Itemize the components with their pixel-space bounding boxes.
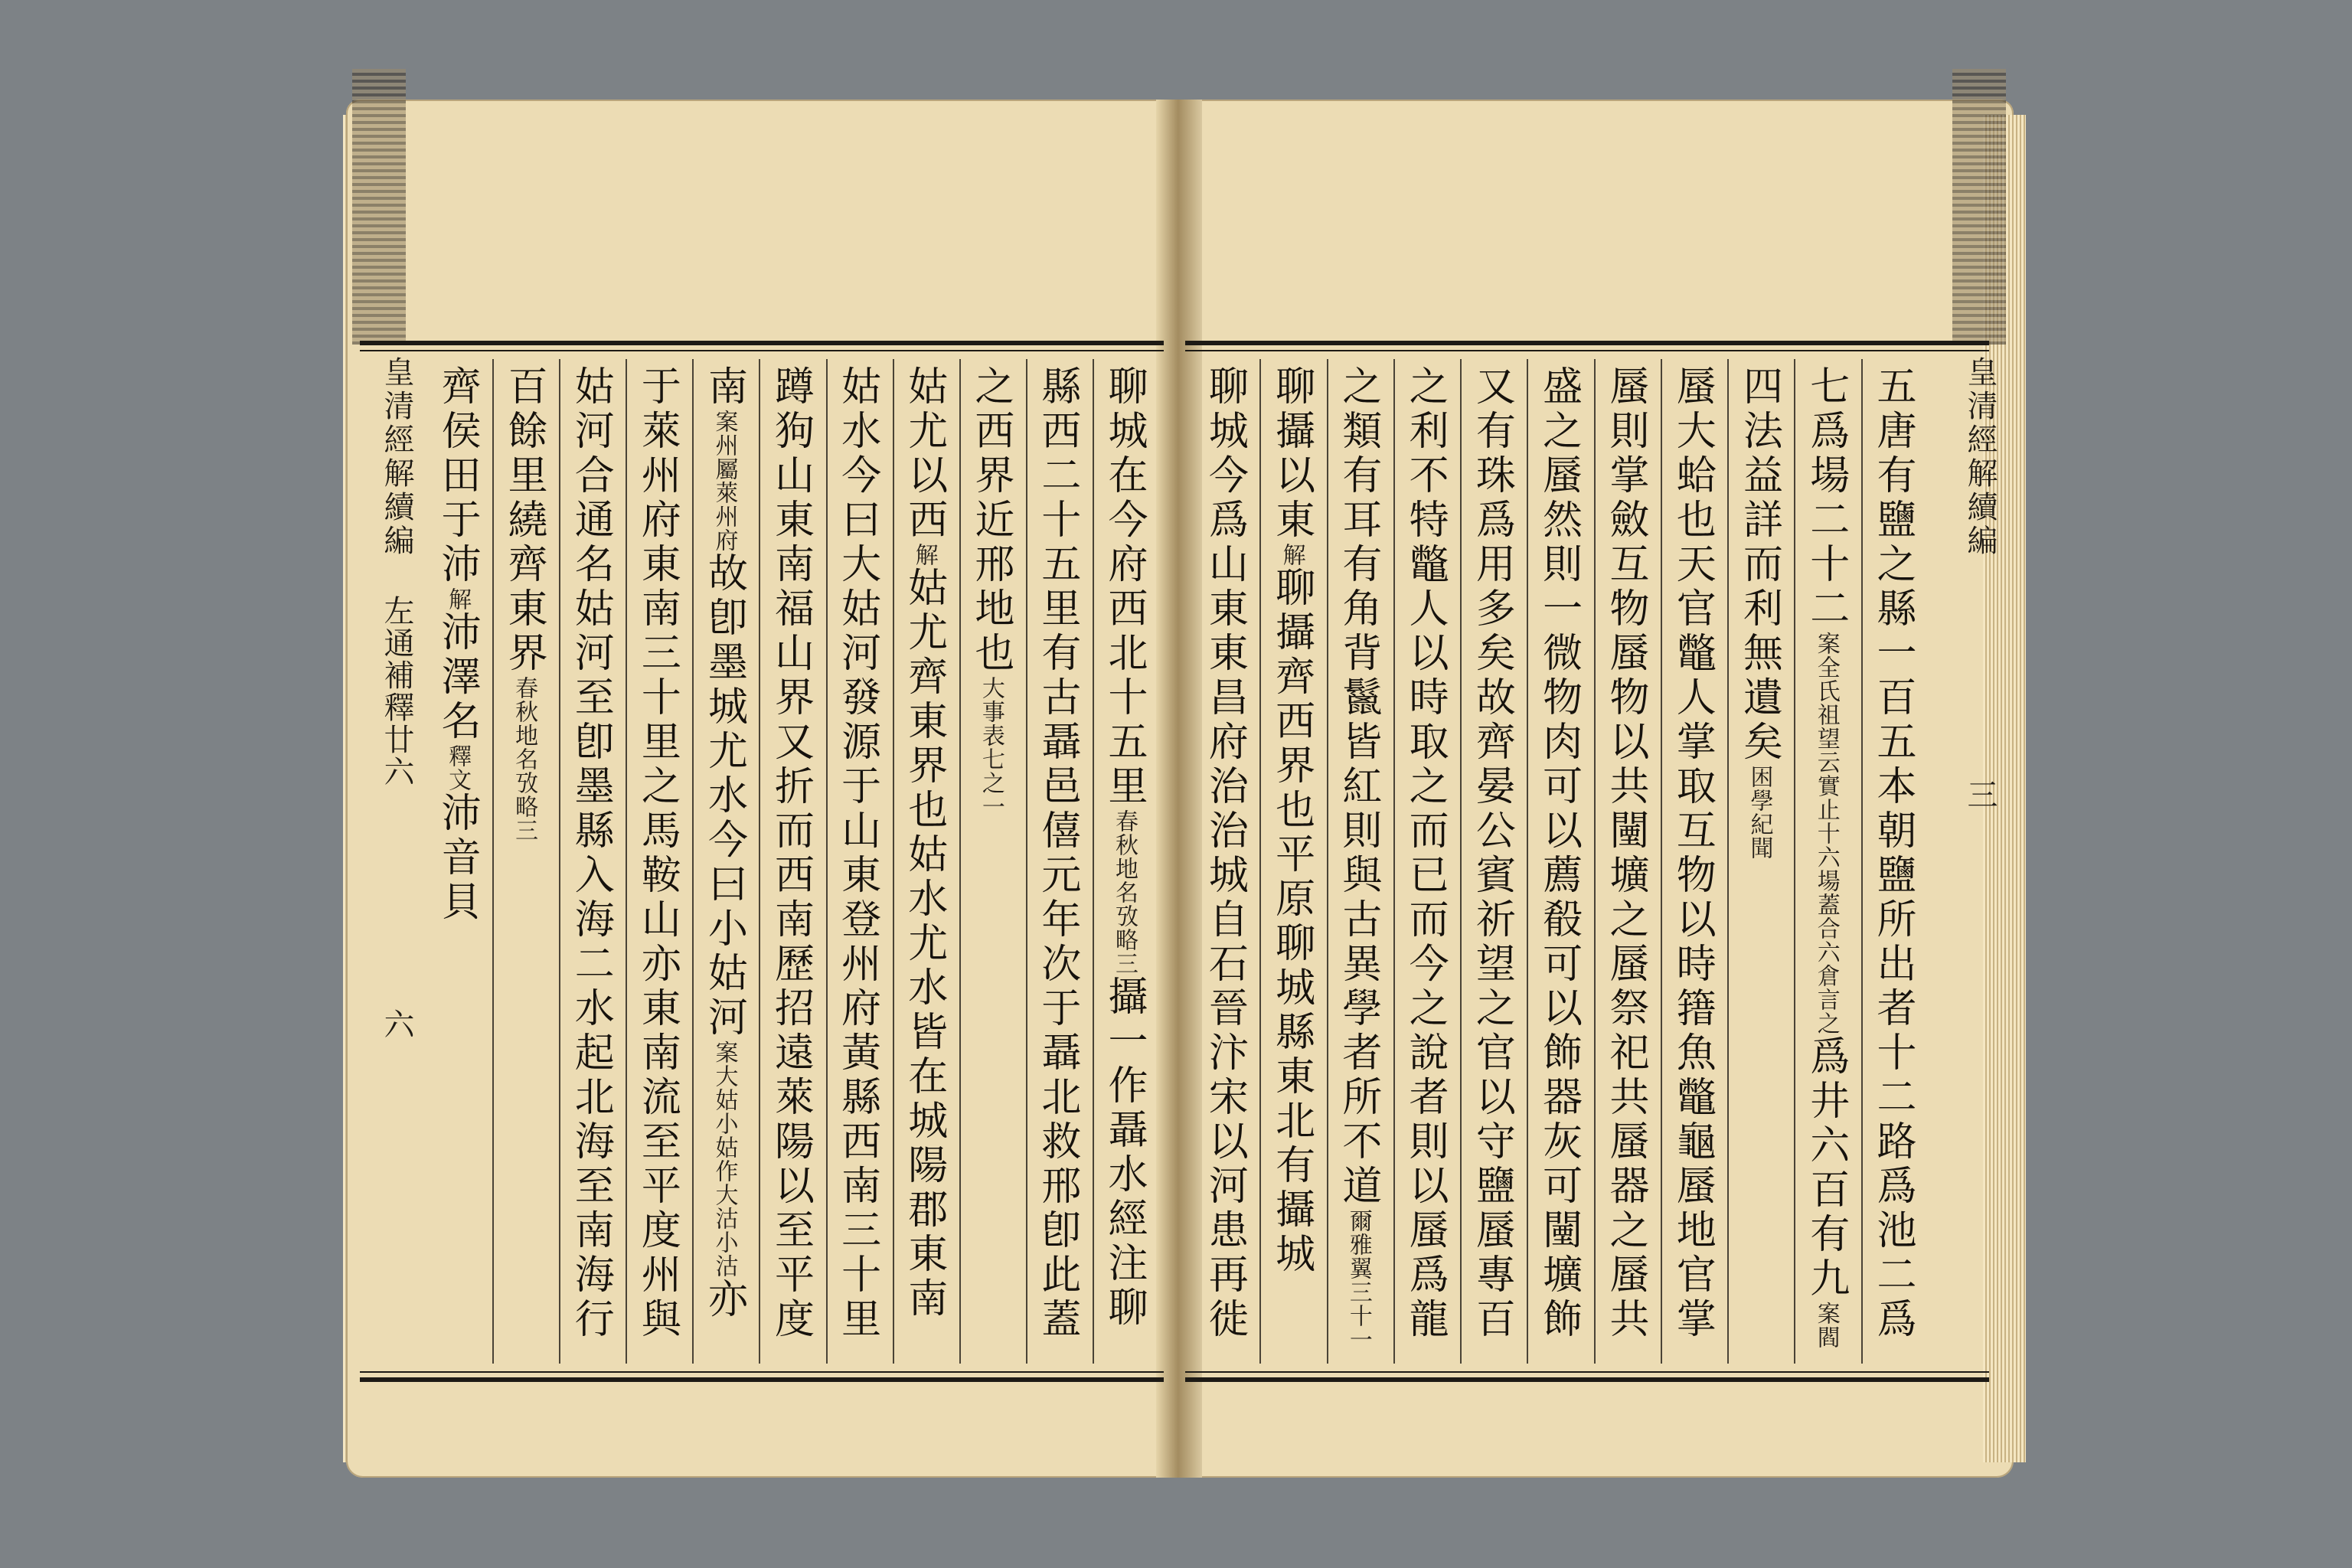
text-column — [959, 359, 1026, 1364]
right-book-title: 皇清經解續編 — [1962, 356, 1998, 558]
column-text: 攝一作聶水經注聊 — [1101, 975, 1147, 1331]
text-column — [1661, 359, 1727, 1364]
text-column — [1393, 359, 1460, 1364]
text-column — [1026, 359, 1093, 1364]
column-text: 亦 — [701, 1278, 747, 1322]
right-folio: 三 — [1962, 779, 1998, 817]
column-text: 七爲場二十二 — [1802, 365, 1849, 632]
annotation-note: 爾雅翼三十一 — [1344, 1209, 1372, 1351]
column-text: 姑河合通名姑河至卽墨縣入海二水起北海至南海行 — [567, 365, 614, 1342]
text-column — [492, 359, 559, 1364]
annotation-note: 解 — [910, 543, 938, 567]
text-column — [1794, 359, 1860, 1364]
column-text: 百餘里繞齊東界 — [501, 365, 547, 676]
column-text: 縣西二十五里有古聶邑僖元年次于聶北救邢卽此蓋 — [1034, 365, 1080, 1342]
column-text: 姑尤齊東界也姑水尤水皆在城陽郡東南 — [900, 567, 947, 1321]
annotation-note: 困學紀聞 — [1746, 765, 1773, 860]
left-bottom-rule — [360, 1377, 1164, 1382]
text-column — [893, 359, 959, 1364]
left-margin-wear — [352, 69, 406, 345]
column-text: 四 — [1736, 365, 1782, 410]
column-text: 聊攝齊西界也平原聊城縣東北有攝城 — [1268, 567, 1315, 1277]
annotation-note: 解 — [444, 587, 472, 611]
text-column — [1861, 359, 1928, 1364]
column-text: 爲井六百有九 — [1802, 1035, 1849, 1302]
annotation-note: 案州屬萊州府 — [710, 410, 738, 552]
column-text: 南 — [701, 365, 747, 410]
left-text-frame — [360, 341, 1164, 1382]
left-margin-header — [352, 356, 420, 1367]
left-section-label: 左通補釋廿六 — [379, 595, 414, 788]
column-text: 之類有耳有角背鬣皆紅則與古異學者所不道 — [1334, 365, 1381, 1209]
text-column — [1327, 359, 1393, 1364]
text-column — [427, 359, 492, 1364]
text-column — [1194, 359, 1259, 1364]
column-text: 姑水今曰大姑河發源于山東登州府黃縣西南三十里 — [834, 365, 880, 1342]
column-text: 之西界近邢地也 — [967, 365, 1014, 676]
column-text: 之利不特鼈人以時取之而已而今之說者則以蜃爲龍 — [1402, 365, 1449, 1342]
text-column — [1727, 359, 1794, 1364]
column-text: 沛音貝 — [434, 792, 481, 925]
text-column — [692, 359, 759, 1364]
text-column — [1594, 359, 1661, 1364]
column-text: 蜃則掌斂互物蜃物以共闉壙之蜃祭祀共蜃器之蜃共 — [1602, 365, 1648, 1342]
column-text: 又有珠爲用多矣故齊晏公賓祈望之官以守鹽蜃專百 — [1468, 365, 1515, 1342]
text-column — [1527, 359, 1593, 1364]
text-column — [1460, 359, 1527, 1364]
right-bottom-rule — [1185, 1377, 1989, 1382]
left-book-title: 皇清經解續編 — [379, 356, 414, 558]
text-column — [1093, 359, 1159, 1364]
column-text: 姑尤以西 — [900, 365, 947, 543]
annotation-note: 解 — [1278, 543, 1305, 567]
column-text: 聊城在今府西北十五里 — [1101, 365, 1147, 809]
column-text: 于萊州府東南三十里之馬鞍山亦東南流至平度州與 — [634, 365, 681, 1342]
annotation-note: 釋文 — [444, 744, 472, 792]
column-text: 齊侯田于沛 — [434, 365, 481, 587]
text-column — [826, 359, 893, 1364]
column-text: 五唐有鹽之縣一百五本朝鹽所出者十二路爲池二爲 — [1870, 365, 1916, 1342]
right-text-columns — [1194, 359, 1928, 1364]
left-folio: 六 — [379, 1008, 414, 1047]
annotation-note: 案全氏祖望云實止十六場蓋合六倉言之 — [1812, 632, 1840, 1035]
column-text: 法益詳而利無遺矣 — [1736, 410, 1782, 765]
column-text: 沛澤名 — [434, 611, 481, 744]
left-top-rule — [360, 341, 1164, 345]
annotation-note: 案閻 — [1812, 1302, 1840, 1349]
annotation-note: 大事表七之一 — [977, 676, 1004, 818]
column-text: 盛之蜃然則一微物肉可以薦殽可以飾器灰可闉壙飾 — [1535, 365, 1582, 1342]
right-text-frame — [1185, 341, 1998, 1382]
annotation-note: 案大姑小姑作大沽小沽 — [710, 1040, 738, 1278]
right-margin-wear — [1952, 69, 2006, 345]
text-column — [1259, 359, 1326, 1364]
column-text: 聊攝以東 — [1268, 365, 1315, 543]
annotation-note: 春秋地名攷略三 — [1111, 809, 1138, 975]
right-margin-header — [1936, 356, 2003, 1367]
text-column — [559, 359, 626, 1364]
column-text: 故卽墨城尤水今曰小姑河 — [701, 552, 747, 1040]
text-column — [759, 359, 825, 1364]
left-text-columns — [427, 359, 1159, 1364]
column-text: 蹲狗山東南福山界又折而西南歷招遠萊陽以至平度 — [767, 365, 814, 1342]
column-text: 聊城今爲山東東昌府治治城自石晉汴宋以河患再徙 — [1201, 365, 1248, 1342]
annotation-note: 春秋地名攷略三 — [511, 676, 538, 842]
text-column — [626, 359, 692, 1364]
right-top-rule — [1185, 341, 1989, 345]
column-text: 蜃大蛤也天官鼈人掌取互物以時簎魚鼈龜蜃地官掌 — [1669, 365, 1716, 1342]
